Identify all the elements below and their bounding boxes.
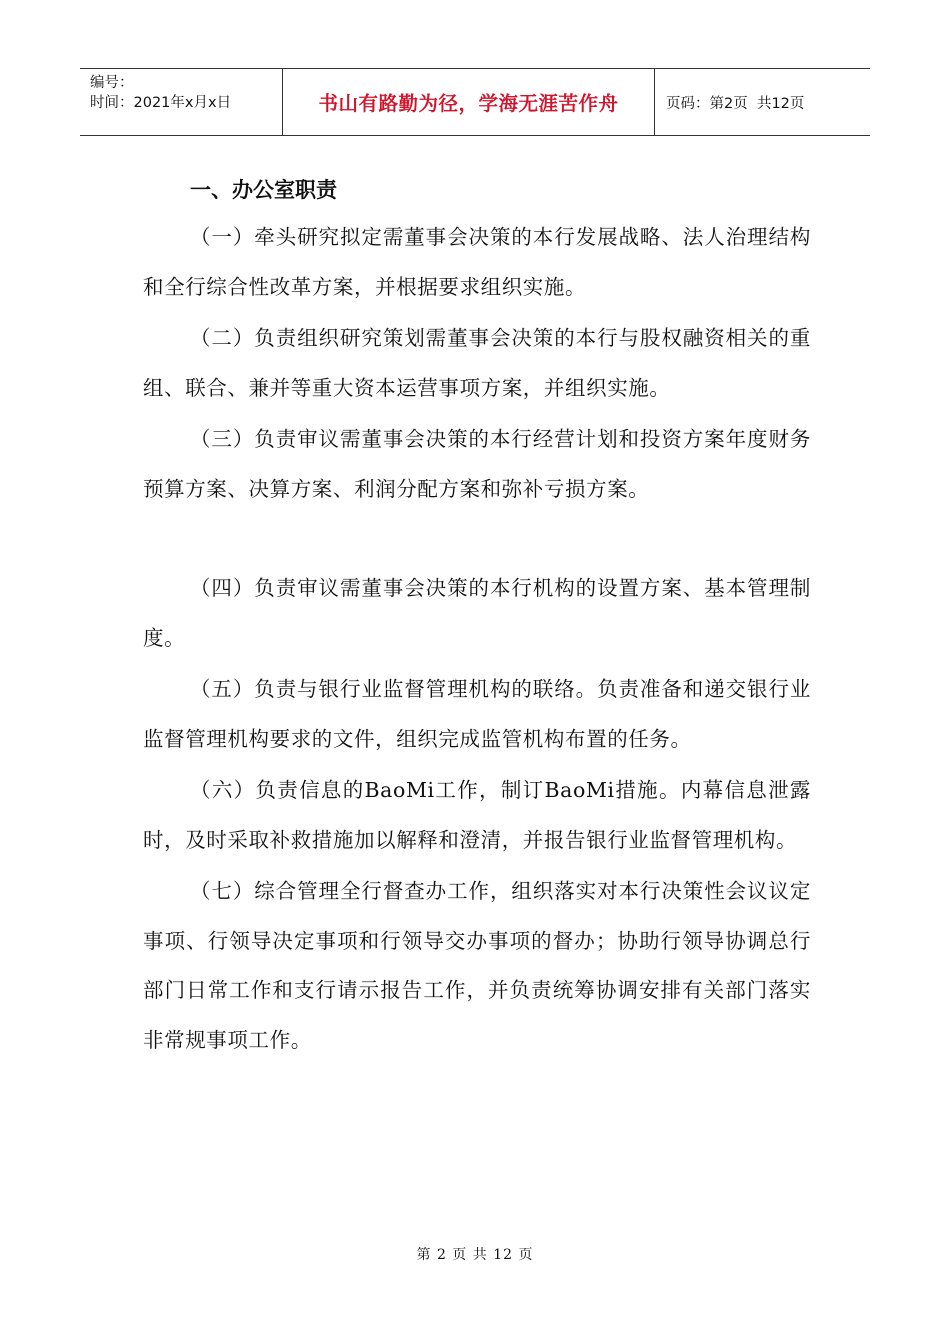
duty-paragraph-7: （七）综合管理全行督查办工作，组织落实对本行决策性会议议定事项、行领导决定事项和行领导交办事项的督办；协助行领导协调总行部门日常工作和支行请示报告工作，并负责统筹协调安排有关部门落实非常规事项工作。: [143, 879, 811, 1052]
page-header: [80, 68, 870, 136]
duty-paragraph-6: （六）负责信息的BaoMi工作，制订BaoMi措施。内幕信息泄露时，及时采取补救措施加以解释和澄清，并报告银行业监督管理机构。: [143, 778, 811, 852]
document-number-label: 编号：: [90, 75, 134, 91]
header-page-info: 页码：第2页 共12页: [666, 95, 805, 112]
header-motto-cell: [283, 69, 655, 135]
header-meta: [80, 69, 283, 135]
duty-paragraph-5: （五）负责与银行业监督管理机构的联络。负责准备和递交银行业监督管理机构要求的文件，组织完成监管机构布置的任务。: [143, 677, 811, 751]
page-footer: 第 2 页 共 12 页: [416, 1247, 534, 1263]
document-body: [143, 156, 811, 1065]
duty-paragraph-2: （二）负责组织研究策划需董事会决策的本行与股权融资相关的重组、联合、兼并等重大资本运营事项方案，并组织实施。: [143, 326, 811, 400]
section-title: 一、办公室职责: [190, 178, 337, 202]
duty-paragraph-4: （四）负责审议需董事会决策的本行机构的设置方案、基本管理制度。: [143, 576, 811, 650]
duty-paragraph-3: （三）负责审议需董事会决策的本行经营计划和投资方案年度财务预算方案、决算方案、利润分配方案和弥补亏损方案。: [143, 427, 811, 501]
duty-paragraph-1: （一）牵头研究拟定需董事会决策的本行发展战略、法人治理结构和全行综合性改革方案，并根据要求组织实施。: [143, 225, 811, 299]
document-time-label: 时间：2021年x月x日: [90, 95, 232, 111]
header-motto: 书山有路勤为径，学海无涯苦作舟: [318, 92, 619, 115]
